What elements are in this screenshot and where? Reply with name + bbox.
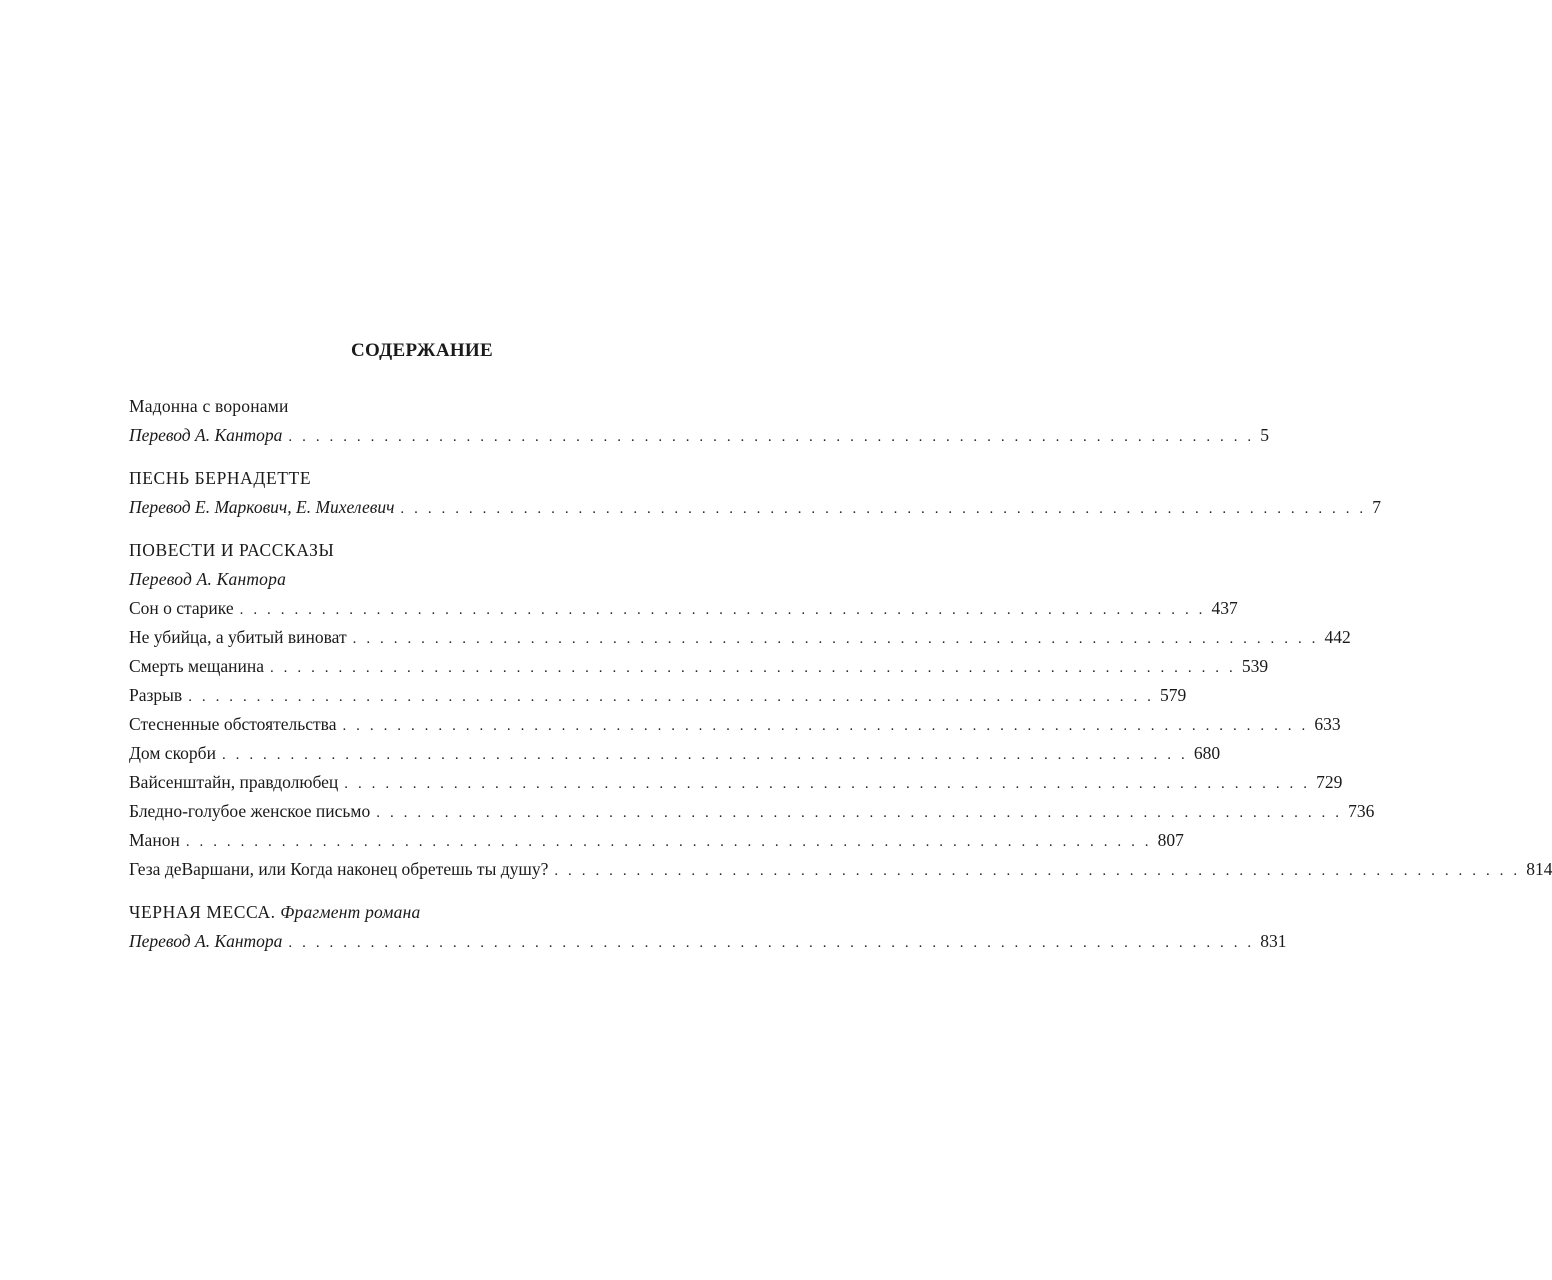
entry-label: Перевод А. Кантора <box>129 931 283 951</box>
entry-page-number: 814 <box>1526 859 1552 879</box>
entry-page-number: 680 <box>1193 743 1221 763</box>
dot-leader: . . . . . . . . . . . . . . . . . . . . . . . . . . . . . . . . . . . . . . . . . . . . . . . . . . . . . . . . . . . . . . . . . . . . . . . <box>376 805 1343 821</box>
dot-leader: . . . . . . . . . . . . . . . . . . . . . . . . . . . . . . . . . . . . . . . . . . . . . . . . . . . . . . . . . . . . . . . . . . . . . . . <box>352 631 1319 647</box>
toc-entry[interactable] <box>129 710 1341 739</box>
entry-label: Разрыв <box>129 685 183 705</box>
entry-page-number: 736 <box>1348 801 1375 821</box>
toc-entry[interactable] <box>129 493 1382 522</box>
dot-leader: . . . . . . . . . . . . . . . . . . . . . . . . . . . . . . . . . . . . . . . . . . . . . . . . . . . . . . . . . . . . . . . . . . . . . . . <box>288 935 1255 951</box>
section-title-text: ПЕСНЬ БЕРНАДЕТТЕ <box>129 468 312 488</box>
entry-label: Бледно-голубое женское письмо <box>129 801 371 821</box>
dot-leader: . . . . . . . . . . . . . . . . . . . . . . . . . . . . . . . . . . . . . . . . . . . . . . . . . . . . . . . . . . . . . . . . . . . . . . . <box>188 689 1155 705</box>
toc-entry[interactable] <box>129 594 1238 623</box>
entry-label: Стесненные обстоятельства <box>129 714 337 734</box>
entry-label: Перевод А. Кантора <box>129 425 283 445</box>
entry-label: Геза деВаршани, или Когда наконец обретешь ты душу? <box>129 859 549 879</box>
entry-label: Сон о старике <box>129 598 234 618</box>
toc-entry[interactable] <box>129 797 1375 826</box>
page-title: СОДЕРЖАНИЕ <box>351 340 493 361</box>
entry-page-number: 442 <box>1324 627 1351 647</box>
entry-label: Смерть мещанина <box>129 656 264 676</box>
toc-entry[interactable] <box>129 855 1552 884</box>
toc-entry[interactable] <box>129 623 1351 652</box>
dot-leader: . . . . . . . . . . . . . . . . . . . . . . . . . . . . . . . . . . . . . . . . . . . . . . . . . . . . . . . . . . . . . . . . . . . . . . . <box>342 718 1309 734</box>
toc-section-black-mass <box>129 898 1287 956</box>
toc-section-stories <box>129 536 1552 884</box>
toc-section-bernadette <box>129 464 1382 522</box>
entry-label: Не убийца, а убитый виноват <box>129 627 347 647</box>
section-title <box>129 536 749 565</box>
entry-page-number: 5 <box>1260 425 1270 445</box>
entry-label: Дом скорби <box>129 743 216 763</box>
entry-page-number: 579 <box>1160 685 1187 705</box>
entry-page-number: 633 <box>1314 714 1341 734</box>
section-title-italic-suffix: Фрагмент романа <box>280 902 421 922</box>
section-title <box>129 898 749 927</box>
toc-entry[interactable] <box>129 768 1343 797</box>
entry-page-number: 807 <box>1157 830 1184 850</box>
entry-page-number: 7 <box>1372 497 1382 517</box>
entry-page-number: 437 <box>1211 598 1238 618</box>
dot-leader: . . . . . . . . . . . . . . . . . . . . . . . . . . . . . . . . . . . . . . . . . . . . . . . . . . . . . . . . . . . . . . . . . . . . . . . <box>185 834 1152 850</box>
section-title-text: ЧЕРНАЯ МЕССА. <box>129 902 276 922</box>
dot-leader: . . . . . . . . . . . . . . . . . . . . . . . . . . . . . . . . . . . . . . . . . . . . . . . . . . . . . . . . . . . . . . . . . . . . . . . <box>554 863 1521 879</box>
toc-entry[interactable] <box>129 681 1187 710</box>
entry-page-number: 539 <box>1241 656 1269 676</box>
section-title <box>129 392 749 421</box>
toc-section-madonna <box>129 392 1270 450</box>
dot-leader: . . . . . . . . . . . . . . . . . . . . . . . . . . . . . . . . . . . . . . . . . . . . . . . . . . . . . . . . . . . . . . . . . . . . . . . <box>221 747 1188 763</box>
table-of-contents <box>129 392 1552 970</box>
toc-entry[interactable] <box>129 421 1270 450</box>
entry-label: Перевод Е. Маркович, Е. Михелевич <box>129 497 395 517</box>
entry-page-number: 729 <box>1316 772 1343 792</box>
toc-entry[interactable] <box>129 826 1184 855</box>
section-subtitle: Перевод А. Кантора <box>129 569 287 589</box>
toc-entry[interactable] <box>129 739 1221 768</box>
dot-leader: . . . . . . . . . . . . . . . . . . . . . . . . . . . . . . . . . . . . . . . . . . . . . . . . . . . . . . . . . . . . . . . . . . . . . . . <box>400 501 1367 517</box>
section-title <box>129 464 749 493</box>
entry-label: Манон <box>129 830 180 850</box>
dot-leader: . . . . . . . . . . . . . . . . . . . . . . . . . . . . . . . . . . . . . . . . . . . . . . . . . . . . . . . . . . . . . . . . . . . . . . . <box>239 602 1206 618</box>
dot-leader: . . . . . . . . . . . . . . . . . . . . . . . . . . . . . . . . . . . . . . . . . . . . . . . . . . . . . . . . . . . . . . . . . . . . . . . <box>344 776 1311 792</box>
section-title-text: Мадонна с воронами <box>129 396 289 416</box>
dot-leader: . . . . . . . . . . . . . . . . . . . . . . . . . . . . . . . . . . . . . . . . . . . . . . . . . . . . . . . . . . . . . . . . . . . . . . . <box>288 429 1255 445</box>
toc-entry[interactable] <box>129 927 1287 956</box>
section-title-text: ПОВЕСТИ И РАССКАЗЫ <box>129 540 335 560</box>
dot-leader: . . . . . . . . . . . . . . . . . . . . . . . . . . . . . . . . . . . . . . . . . . . . . . . . . . . . . . . . . . . . . . . . . . . . . . . <box>269 660 1236 676</box>
entry-page-number: 831 <box>1260 931 1287 951</box>
entry-label: Вайсенштайн, правдолюбец <box>129 772 339 792</box>
toc-entry[interactable] <box>129 652 1269 681</box>
